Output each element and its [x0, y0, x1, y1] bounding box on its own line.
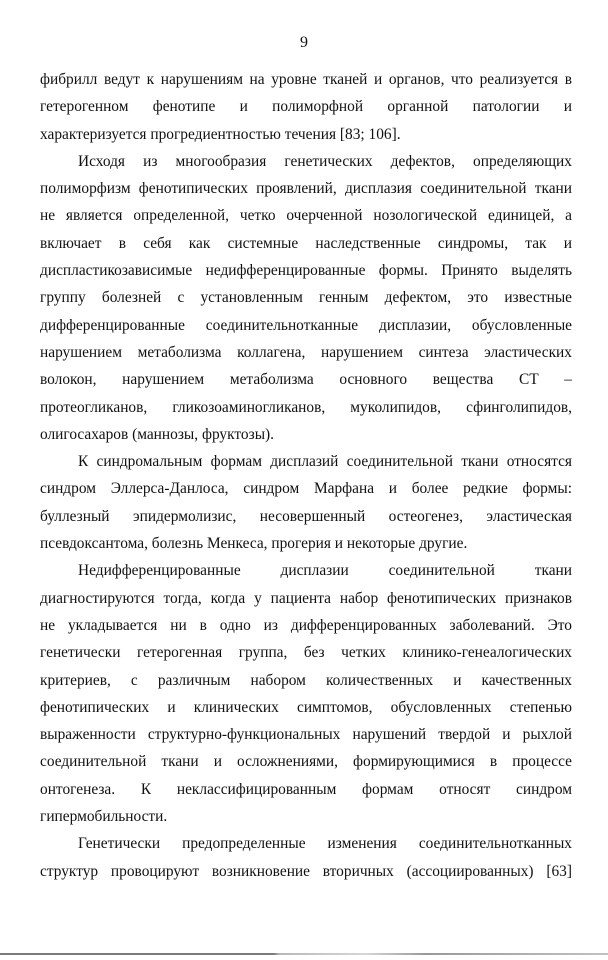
document-body [40, 66, 572, 885]
text-line: характеризуется прогредиентностью течения [83; 106]. [40, 125, 401, 143]
text-line: протеогликанов, гликозоаминогликанов, муколипидов, сфинголипидов, [40, 398, 572, 416]
scan-edge-line [0, 953, 608, 955]
text-line: группу болезней с установленным генным дефектом, это известные [40, 289, 572, 307]
paragraph [40, 148, 572, 448]
text-line: критериев, с различным набором количественных и качественных [40, 671, 572, 689]
paragraph [40, 448, 572, 557]
paragraph [40, 66, 572, 148]
paragraph [40, 557, 572, 830]
text-line: соединительной ткани и осложнениями, формирующимися в процессе [40, 753, 572, 771]
text-line: генетически гетерогенная группа, без четких клинико-генеалогических [40, 644, 572, 662]
text-line: гипермобильности. [40, 808, 168, 826]
paragraph [40, 830, 572, 885]
text-line: диагностируются тогда, когда у пациента набор фенотипических признаков [40, 589, 572, 607]
text-line: Исходя из многообразия генетических дефектов, определяющих [78, 152, 572, 170]
text-line: онтогенеза. К неклассифицированным формам относят синдром [40, 780, 572, 798]
page-number: 9 [300, 34, 308, 51]
text-line: диспластикозависимые недифференцированные формы. Принято выделять [40, 262, 572, 280]
text-line: синдром Эллерса-Данлоса, синдром Марфана и более редкие формы: [40, 480, 572, 498]
text-line: полиморфизм фенотипических проявлений, дисплазия соединительной ткани [40, 180, 572, 198]
text-line: включает в себя как системные наследственные синдромы, так и [40, 234, 572, 252]
text-line: Генетически предопределенные изменения соединительнотканных [78, 835, 572, 853]
text-line: Недифференцированные дисплазии соединительной ткани [78, 562, 572, 580]
text-line: не является определенной, четко очерченной нозологической единицей, а [40, 207, 572, 225]
text-line: фибрилл ведут к нарушениям на уровне тканей и органов, что реализуется в [40, 71, 572, 88]
text-line: буллезный эпидермолизис, несовершенный остеогенез, эластическая [40, 507, 572, 525]
text-line: не укладывается ни в одно из дифференцированных заболеваний. Это [40, 616, 572, 634]
text-line: К синдромальным формам дисплазий соединительной ткани относятся [78, 453, 572, 471]
text-line: олигосахаров (маннозы, фруктозы). [40, 425, 275, 443]
text-line: нарушением метаболизма коллагена, нарушением синтеза эластических [40, 343, 572, 361]
text-line: структур провоцируют возникновение вторичных (ассоциированных) [63] [40, 862, 572, 880]
text-line: псевдоксантома, болезнь Менкеса, прогерия и некоторые другие. [40, 535, 468, 553]
text-line: фенотипических и клинических симптомов, обусловленных степенью [40, 698, 572, 716]
text-line: дифференцированные соединительнотканные дисплазии, обусловленные [40, 316, 572, 334]
text-line: гетерогенном фенотипе и полиморфной органной патологии и [40, 98, 572, 116]
text-line: выраженности структурно-функциональных нарушений твердой и рыхлой [40, 726, 572, 744]
text-line: волокон, нарушением метаболизма основного вещества СТ – [40, 371, 572, 389]
